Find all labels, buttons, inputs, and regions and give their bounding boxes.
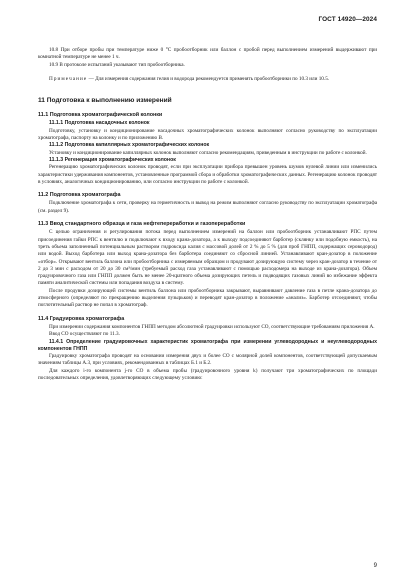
- section-11-1-2-text: Установку и кондиционирование капиллярных колонок выполняют согласно рекомендациям, приведенным в инструкции по работе с колонкой.: [49, 149, 367, 156]
- section-11-1-2-heading: 11.1.2 Подготовка капиллярных хроматографических колонок: [49, 142, 210, 149]
- section-11-4-paragraph-3: Градуировку хроматографа проводят на основании измерения двух и более СО с молярной долей компонентов, соответствующей допускаемым значениям таблицы А.3, при условиях, рекомендованных в таблицах Б.1 и Б.2.: [38, 353, 377, 367]
- section-11-4-heading: 11.4 Градуировка хроматографа: [38, 315, 125, 322]
- section-11-2-heading: 11.2 Подготовка хроматографа: [38, 192, 121, 199]
- section-11-4-paragraph-2: Ввод СО осуществляют по 11.3.: [49, 331, 120, 338]
- note-label: Примечание: [49, 75, 88, 82]
- section-11-3-heading: 11.3 Ввод стандартного образца и газа нефтепереработки и газопереработки: [38, 221, 246, 228]
- section-11-1-1-text: Подготовку, установку и кондиционирование насадочных хроматографических колонок выполняют согласно руководству по эксплуатации хроматографа, паспорту на колонку и по приложению В.: [38, 127, 377, 142]
- section-11-3-paragraph-1: С целью ограничения и регулирования потока перед выполнением измерений на баллон или пробоотборник устанавливают РПС путем присоединения гайки РПС к вентилю и подключают к входу крана-дозатора, а к выходу подсоединяют барботер (склянку или подобную емкость), на треть объема заполненный потенциальным раствором гидроксида калия с массовой долей от 2 % до 5 % (для проб ГНПП, содержащих сероводород) или водой. Выход барботера или выход крана-дозатора без барботера соединяют со сбросной линией. Устанавливают кран-дозатор в положение «отбор». Открывают вентиль баллона или пробоотборника с измеряемым образцом и продувают дозирующую систему через кран-дозатор в течение от 2 до 3 мин с расходом от 20 до 30 см³/мин (требуемый расход газа устанавливают с помощью расходомера на выходе из крана-дозатора). Объем градуировочного газа или ГНПП должен быть не менее 20-кратного объема дозирующих петель и подводящих газовых линий во избежание эффекта памяти аналитической системы или попадания воздуха в систему.: [38, 229, 377, 287]
- section-11-4-paragraph-4: Для каждого i-го компонента j-го СО в объема пробы (градуировочного уровня k) получают три хроматографических по площади последовательных определения, удовлетворяющих следующему условию:: [38, 367, 377, 381]
- note: [38, 76, 377, 83]
- section-11-4-1-heading: 11.4.1 Определение градуировочных характеристик хроматографа при измерении углеводородных и неуглеводородных компонентов ГНПП: [38, 338, 377, 352]
- paragraph-10-9: 10.9 В протоколе испытаний указывают тип пробоотборника.: [49, 61, 185, 68]
- page-number: 9: [373, 563, 377, 569]
- note-text: — Для измерения содержания гелия и водорода рекомендуется применять пробоотборники по 10.3 или 10.5.: [87, 75, 330, 82]
- section-11-heading: 11 Подготовка к выполнению измерений: [38, 97, 172, 105]
- section-11-1-3-text: Регенерацию хроматографических колонок проводят, если при эксплуатации прибора превышен уровень шумов нулевой линии или изменились характеристики удерживания компонентов, установленные программой сбора и обработки хроматографических данных. Регенерацию колонок проводят в условиях, аналогичных кондиционированию, или согласно инструкции по работе с колонкой.: [38, 164, 377, 185]
- page-content: [38, 47, 377, 382]
- section-11-1-heading: 11.1 Подготовка хроматографической колонки: [38, 112, 163, 119]
- section-11-4-paragraph-1: При измерении содержания компонентов ГНПП методом абсолютной градуировки используют СО, соответствующие требованиям приложения А.: [49, 323, 375, 330]
- standard-number: ГОСТ 14920—2024: [318, 16, 377, 23]
- paragraph-10-8: 10.8 При отборе пробы при температуре ниже 0 °С пробоотборник или баллон с пробой перед выполнением измерений выдерживают при комнатной температуре не менее 1 ч.: [38, 47, 377, 61]
- section-11-1-1-heading: 11.1.1 Подготовка насадочных колонок: [49, 120, 150, 127]
- section-11-3-paragraph-2: После продувки дозирующей системы вентиль баллона или пробоотборника закрывают, выравнивают давление газа в петле крана-дозатора до атмосферного (определяют по прекращению выделения пузырьков) и переводят кран-дозатор в положение «анализ». Барботер отсоединяют, чтобы поглотительный раствор не попал в хроматограф.: [38, 287, 377, 309]
- section-11-2-text: Подключение хроматографа к сети, проверку на герметичность и вывод на режим выполняют согласно руководству по эксплуатации хроматографа (см. раздел 9).: [38, 200, 377, 214]
- section-11-1-3-heading: 11.1.3 Регенерация хроматографических колонок: [49, 156, 176, 163]
